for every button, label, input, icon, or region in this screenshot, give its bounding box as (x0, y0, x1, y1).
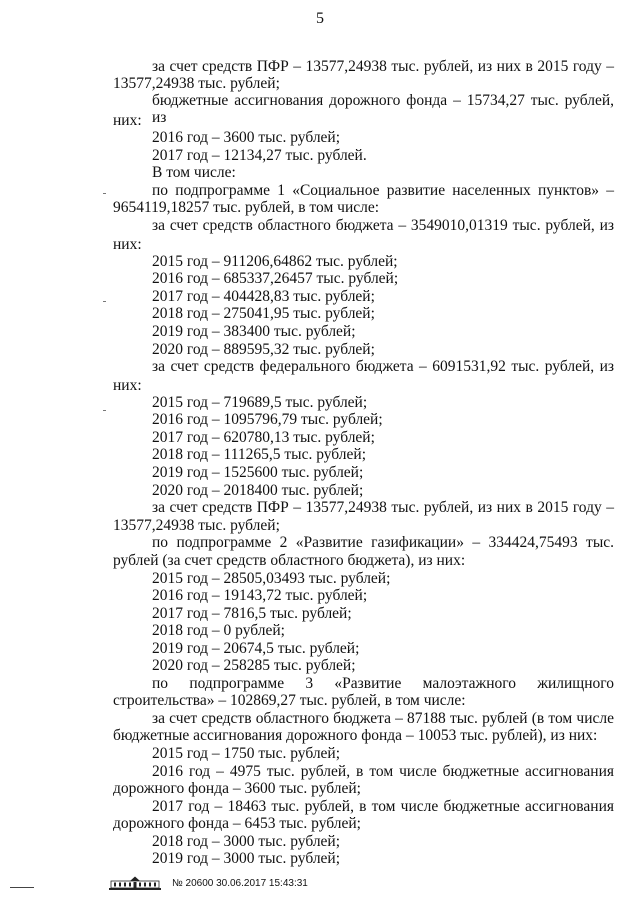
text-line: 2016 год – 19143,72 тыс. рублей; (152, 587, 368, 604)
text-line: за счет средств областного бюджета – 3549010,01319 тыс. рублей, из (152, 217, 614, 234)
text-line: 2018 год – 3000 тыс. рублей; (152, 833, 341, 850)
text-line: 2016 год – 1095796,79 тыс. рублей; (152, 411, 383, 428)
text-line: них: (113, 377, 142, 394)
text-line: дорожного фонда – 6453 тыс. рублей; (113, 815, 361, 832)
text-line: 2018 год – 275041,95 тыс. рублей; (152, 305, 375, 322)
text-line: 2020 год – 889595,32 тыс. рублей; (152, 341, 375, 358)
text-line: рублей (за счет средств областного бюджета), из них: (113, 552, 466, 569)
government-building-logo-icon (108, 875, 162, 891)
text-line: 13577,24938 тыс. рублей; (113, 75, 280, 92)
text-line: 2018 год – 0 рублей; (152, 622, 285, 639)
text-line: по подпрограмме 1 «Социальное развитие населенных пунктов» – (152, 182, 614, 199)
text-line: 2019 год – 1525600 тыс. рублей; (152, 464, 364, 481)
text-line: них: (113, 236, 142, 253)
text-line: за счет средств федерального бюджета – 6091531,92 тыс. рублей, из (152, 358, 614, 375)
scan-mark (103, 301, 106, 302)
text-line: 2019 год – 3000 тыс. рублей; (152, 850, 341, 867)
text-line: 2015 год – 911206,64862 тыс. рублей; (152, 253, 398, 270)
text-line: за счет средств областного бюджета – 87188 тыс. рублей (в том числе (152, 710, 614, 727)
text-line: бюджетные ассигнования дорожного фонда – 15734,27 тыс. рублей, из (152, 92, 614, 126)
text-line: по подпрограмме 2 «Развитие газификации» – 334424,75493 тыс. (152, 534, 614, 551)
page-number: 5 (316, 10, 324, 27)
text-line: 2017 год – 620780,13 тыс. рублей; (152, 429, 375, 446)
text-line: за счет средств ПФР – 13577,24938 тыс. рублей, из них в 2015 году – (152, 58, 614, 75)
text-line: 2019 год – 20674,5 тыс. рублей; (152, 640, 360, 657)
text-line: по подпрограмме 3 «Развитие малоэтажного жилищного (152, 675, 614, 692)
text-line: 2015 год – 28505,03493 тыс. рублей; (152, 570, 391, 587)
text-line: дорожного фонда – 3600 тыс. рублей; (113, 780, 361, 797)
footer-dash (10, 887, 34, 888)
text-line: 2018 год – 111265,5 тыс. рублей; (152, 446, 367, 463)
text-line: 2016 год – 3600 тыс. рублей; (152, 129, 341, 146)
text-line: 9654119,18257 тыс. рублей, в том числе: (113, 199, 380, 216)
text-line: 2017 год – 404428,83 тыс. рублей; (152, 288, 375, 305)
text-line: 2017 год – 12134,27 тыс. рублей. (152, 147, 367, 164)
text-line: 2015 год – 1750 тыс. рублей; (152, 745, 341, 762)
text-line: 2016 год – 4975 тыс. рублей, в том числе бюджетные ассигнования (152, 763, 614, 780)
text-line: строительства» – 102869,27 тыс. рублей, в том числе: (113, 692, 466, 709)
scan-mark (103, 193, 106, 194)
text-line: бюджетные ассигнования дорожного фонда – 10053 тыс. рублей), из них: (113, 727, 598, 744)
text-line: В том числе: (152, 164, 236, 181)
text-line: 2017 год – 18463 тыс. рублей, в том числе бюджетные ассигнования (152, 798, 614, 815)
text-line: 2020 год – 2018400 тыс. рублей; (152, 482, 364, 499)
text-line: 2019 год – 383400 тыс. рублей; (152, 323, 356, 340)
text-line: них: (113, 112, 142, 129)
text-line: 2015 год – 719689,5 тыс. рублей; (152, 394, 368, 411)
text-line: 2016 год – 685337,26457 тыс. рублей; (152, 270, 399, 287)
registration-stamp: № 20600 30.06.2017 15:43:31 (172, 878, 308, 889)
text-line: 13577,24938 тыс. рублей; (113, 517, 280, 534)
scan-mark (103, 410, 106, 411)
text-line: за счет средств ПФР – 13577,24938 тыс. рублей, из них в 2015 году – (152, 499, 614, 516)
text-line: 2020 год – 258285 тыс. рублей; (152, 657, 356, 674)
text-line: 2017 год – 7816,5 тыс. рублей; (152, 605, 352, 622)
